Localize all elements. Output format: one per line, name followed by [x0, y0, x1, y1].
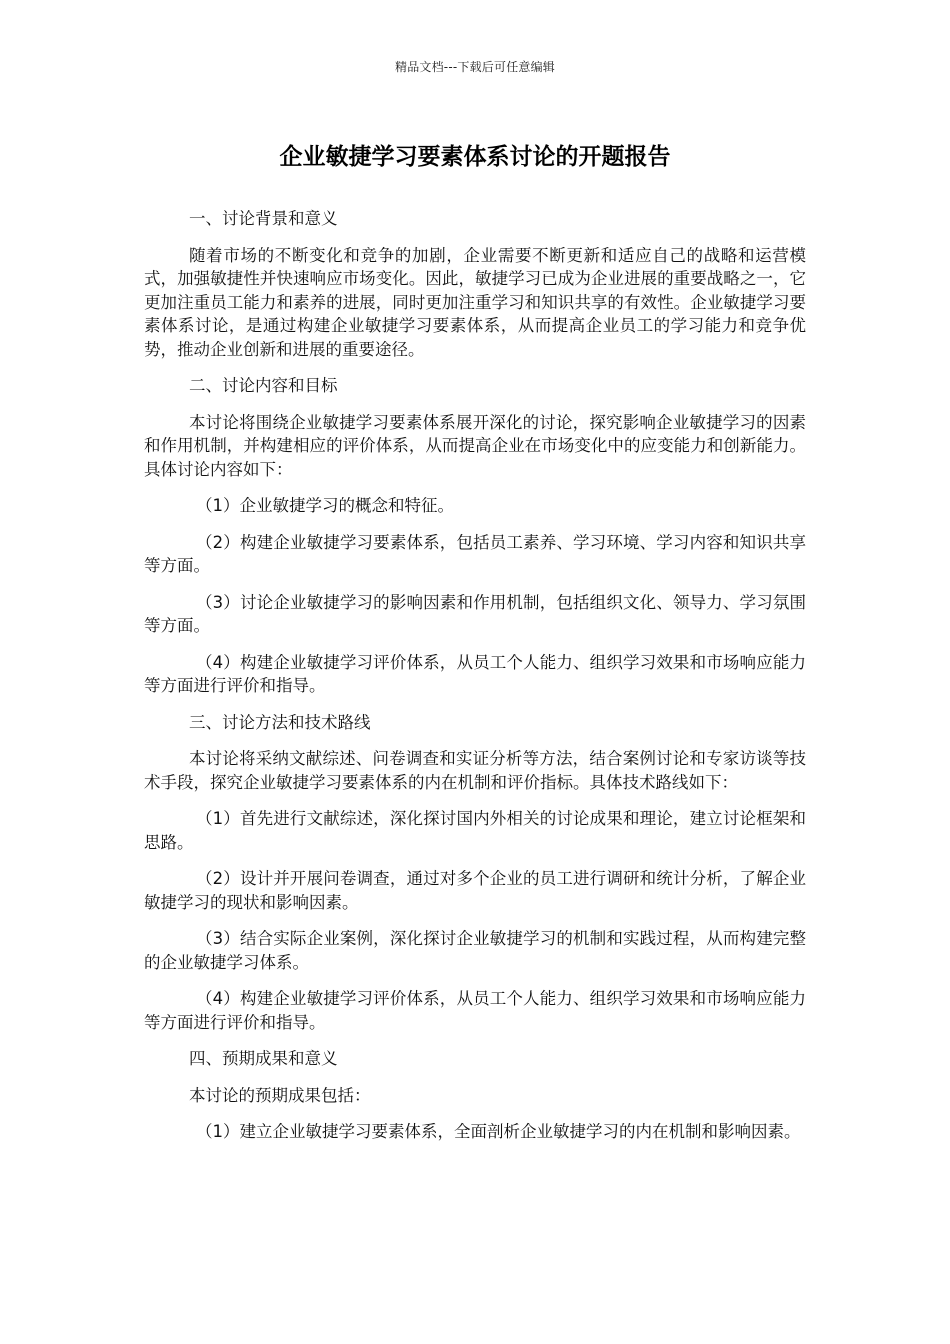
list-item: （1）企业敏捷学习的概念和特征。 [196, 496, 454, 515]
list-item: （3）结合实际企业案例，深化探讨企业敏捷学习的机制和实践过程，从而构建完整的企业敏捷学习体系。 [144, 929, 806, 972]
list-item: （2）构建企业敏捷学习要素体系，包括员工素养、学习环境、学习内容和知识共享等方面。 [144, 532, 806, 575]
document-body [144, 207, 806, 1157]
section-heading-1: 一、讨论背景和意义 [189, 209, 338, 228]
list-item: （4）构建企业敏捷学习评价体系，从员工个人能力、组织学习效果和市场响应能力等方面进行评价和指导。 [144, 989, 806, 1032]
list-item: （3）讨论企业敏捷学习的影响因素和作用机制，包括组织文化、领导力、学习氛围等方面。 [144, 592, 806, 635]
section-heading-3: 三、讨论方法和技术路线 [189, 712, 371, 732]
paragraph: 本讨论的预期成果包括： [189, 1085, 371, 1105]
paragraph: 随着市场的不断变化和竞争的加剧，企业需要不断更新和适应自己的战略和运营模式，加强敏捷性并快速响应市场变化。因此，敏捷学习已成为企业进展的重要战略之一，它更加注重员工能力和素养的进展，同时更加注重学习和知识共享的有效性。企业敏捷学习要素体系讨论，是通过构建企业敏捷学习要素体系，从而提高企业员工的学习能力和竞争优势，推动企业创新和进展的重要途径。 [144, 245, 806, 359]
paragraph: 本讨论将采纳文献综述、问卷调查和实证分析等方法，结合案例讨论和专家访谈等技术手段，探究企业敏捷学习要素体系的内在机制和评价指标。具体技术路线如下： [144, 749, 806, 792]
list-item: （2）设计并开展问卷调查，通过对多个企业的员工进行调研和统计分析，了解企业敏捷学习的现状和影响因素。 [144, 869, 806, 912]
list-item: （1）建立企业敏捷学习要素体系，全面剖析企业敏捷学习的内在机制和影响因素。 [196, 1122, 801, 1141]
list-item: （4）构建企业敏捷学习评价体系，从员工个人能力、组织学习效果和市场响应能力等方面进行评价和指导。 [144, 652, 806, 695]
paragraph: 本讨论将围绕企业敏捷学习要素体系展开深化的讨论，探究影响企业敏捷学习的因素和作用机制，并构建相应的评价体系，从而提高企业在市场变化中的应变能力和创新能力。具体讨论内容如下： [144, 412, 806, 479]
list-item: （1）首先进行文献综述，深化探讨国内外相关的讨论成果和理论，建立讨论框架和思路。 [144, 809, 806, 852]
section-heading-2: 二、讨论内容和目标 [189, 376, 338, 395]
document-title: 企业敏捷学习要素体系讨论的开题报告 [279, 144, 671, 170]
section-heading-4: 四、预期成果和意义 [189, 1049, 338, 1068]
header-note: 精品文档---下载后可任意编辑 [395, 60, 555, 74]
